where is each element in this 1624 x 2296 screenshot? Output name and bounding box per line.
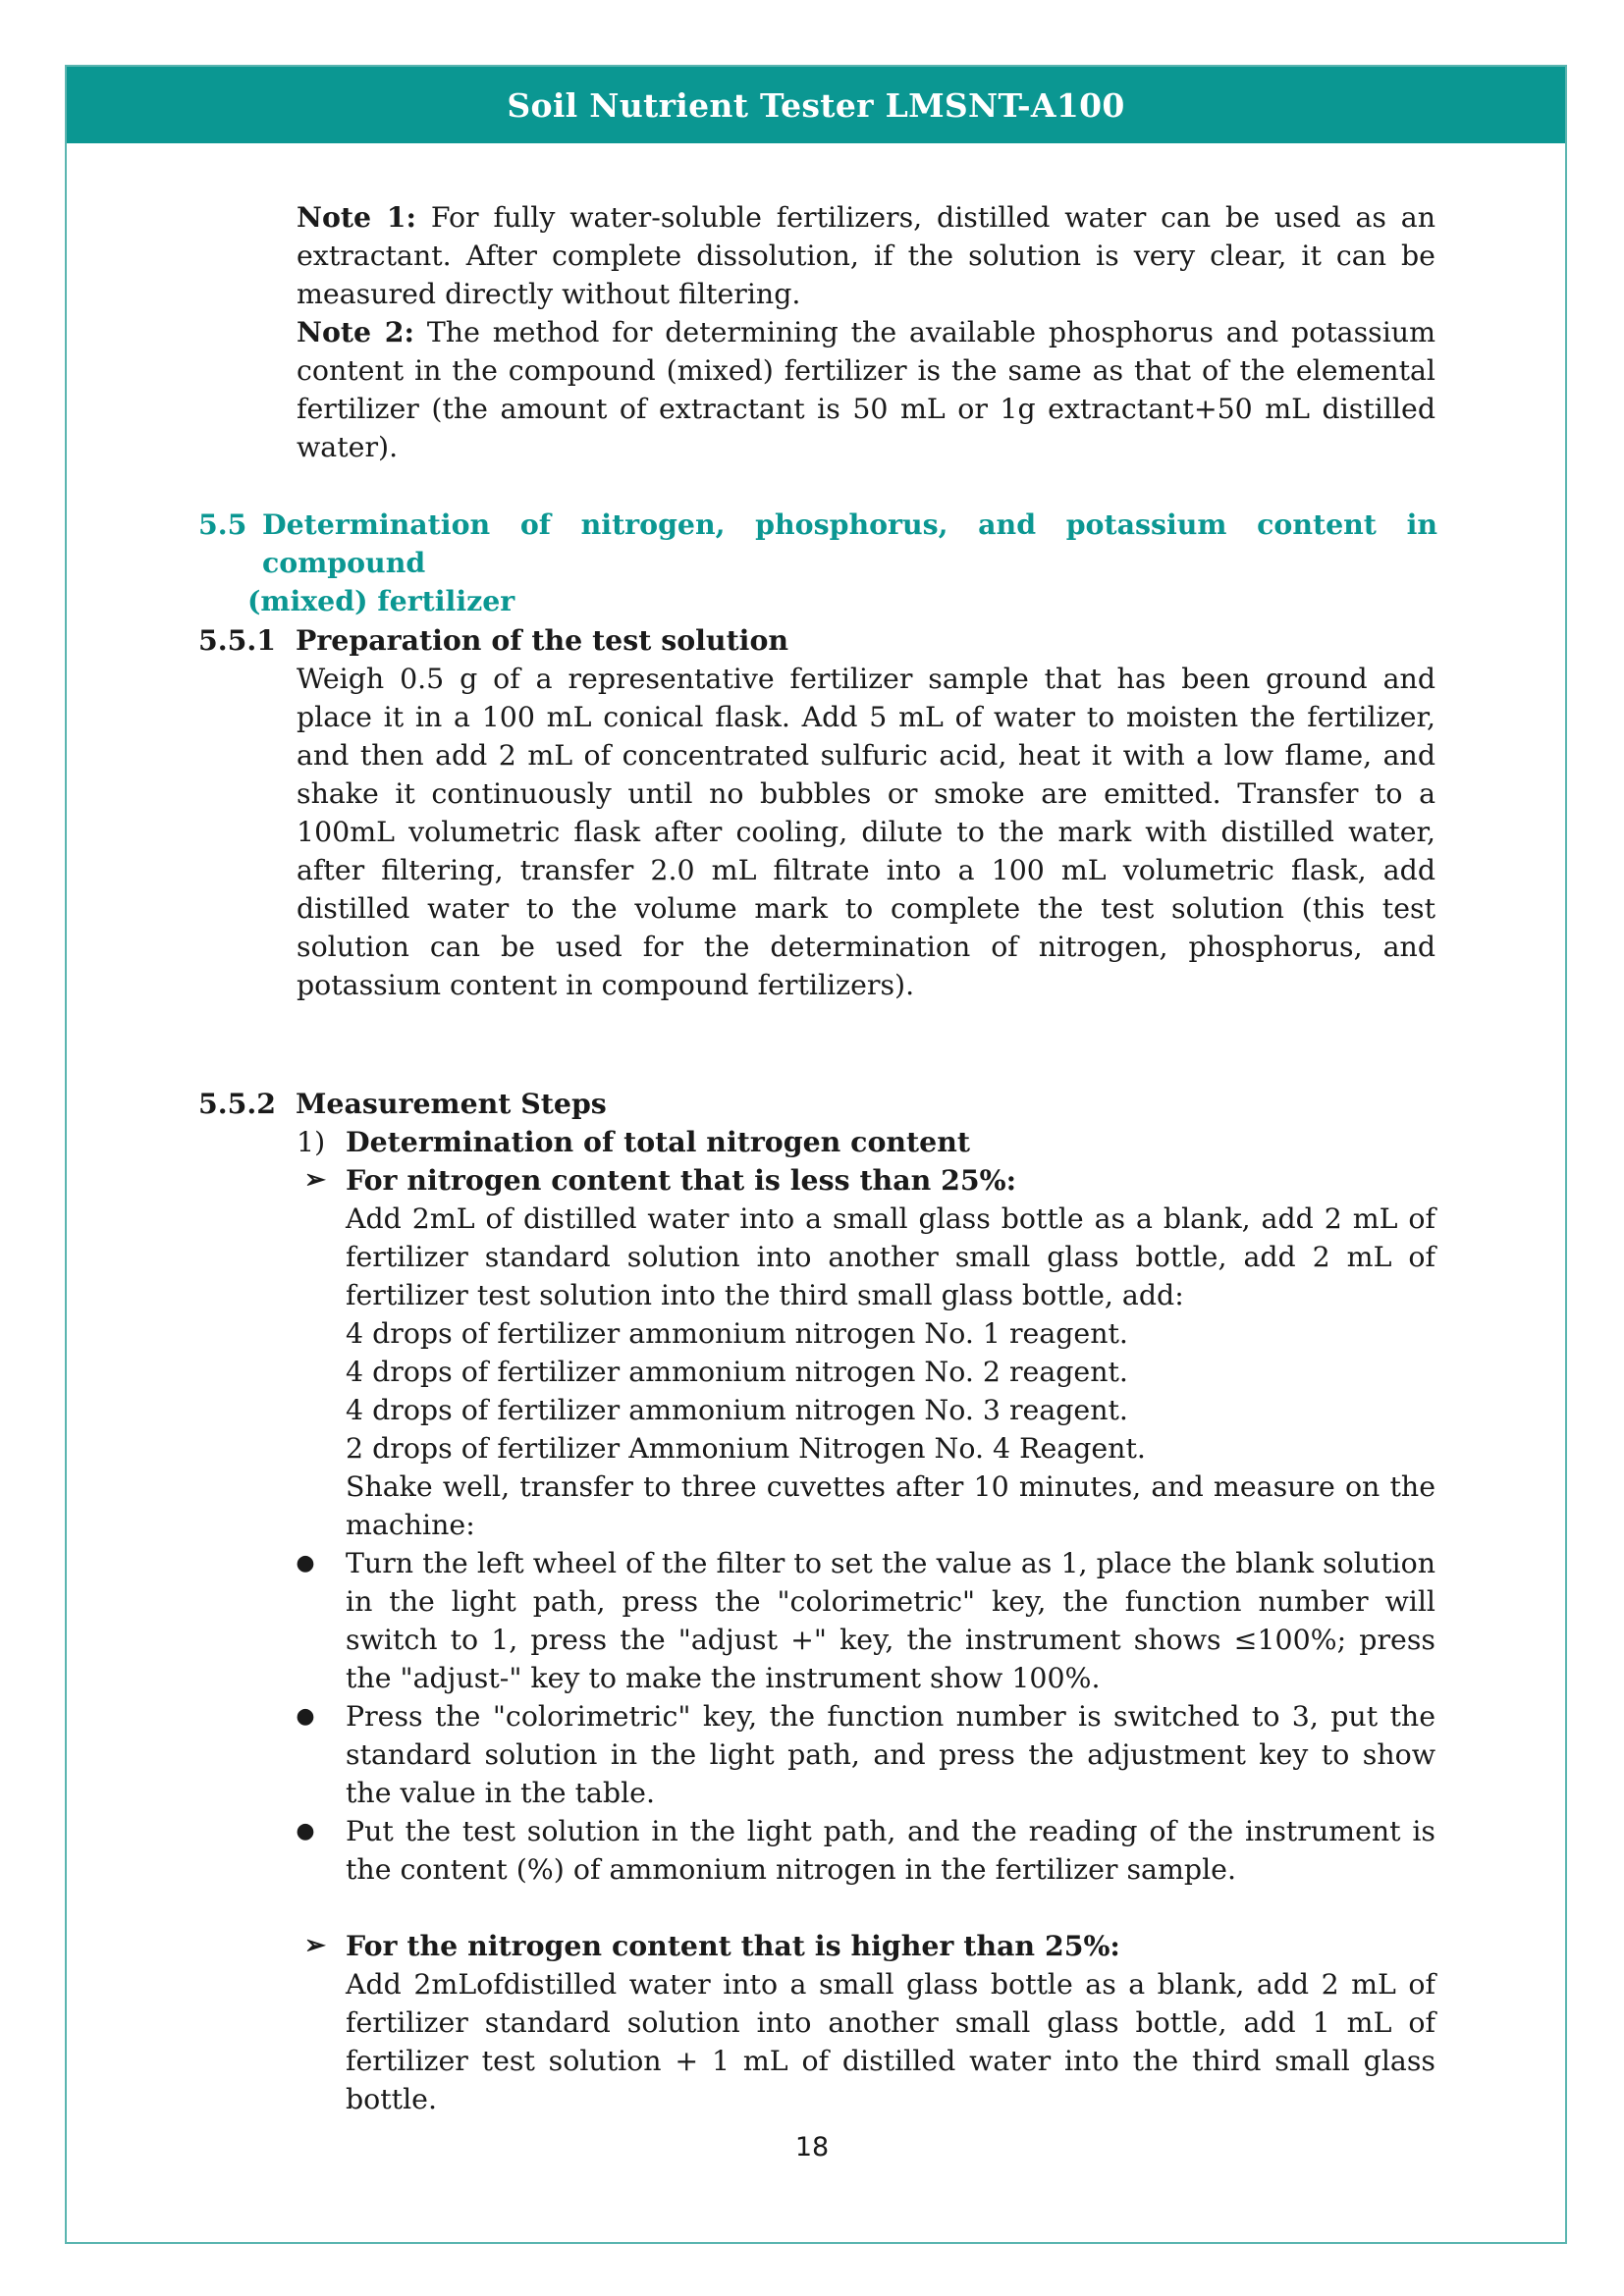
- section-5-5-title-line2: (mixed) fertilizer: [247, 584, 515, 617]
- note-2-text: The method for determining the available phosphorus and potassium content in the compound (mixed) fertilizer is the same as that of the elemental fertilizer (the amount of extractant is 50 mL or 1g extractant+50 mL distilled water).: [297, 316, 1436, 463]
- bullet-icon: ●: [296, 1819, 315, 1843]
- section-5-5-2-title: Measurement Steps: [296, 1087, 607, 1120]
- header-bar: [67, 67, 1565, 143]
- section-5-5-2-number: 5.5.2: [198, 1087, 277, 1120]
- step-1-heading: [297, 1123, 970, 1161]
- section-5-5-number: 5.5: [198, 507, 247, 541]
- section-5-5-1-number: 5.5.1: [198, 623, 277, 657]
- section-5-5-1-heading: [198, 621, 788, 660]
- reagent-list: [346, 1314, 1435, 1468]
- bullet-item-2: Press the "colorimetric" key, the function number is switched to 3, put the standard solution in the light path, and press the adjustment key to show the value in the table.: [346, 1700, 1435, 1809]
- bullet-item-1: Turn the left wheel of the filter to set the value as 1, place the blank solution in the light path, press the "colorimetric" key, the function number will switch to 1, press the "adjust +" key, the instrument shows ≤100%; press the "adjust-" key to make the instrument show 100%.: [346, 1547, 1435, 1694]
- note-2: [297, 313, 1435, 466]
- note-1-label: Note 1:: [297, 200, 416, 234]
- shake-instruction: Shake well, transfer to three cuvettes after 10 minutes, and measure on the machine:: [346, 1470, 1435, 1541]
- section-5-5-1-title: Preparation of the test solution: [296, 623, 789, 657]
- section-5-5-2-heading: [198, 1085, 607, 1123]
- reagent-item: 4 drops of fertilizer ammonium nitrogen No. 1 reagent.: [346, 1317, 1128, 1350]
- section-5-5-title-line1: Determination of nitrogen, phosphorus, and potassium content in compound: [262, 507, 1437, 579]
- note-1: [297, 198, 1435, 313]
- bullet-icon: ●: [296, 1551, 315, 1575]
- sub-b-title: For the nitrogen content that is higher than 25%:: [346, 1929, 1120, 1962]
- bullet-icon: ●: [296, 1704, 315, 1729]
- section-5-5-heading: [198, 506, 1437, 620]
- section-5-5-1-body: Weigh 0.5 g of a representative fertilizer sample that has been ground and place it in a 100 mL conical flask. Add 5 mL of water to moisten the fertilizer, and then add 2 mL of concentrated sulfuric acid, heat it with a low flame, and shake it continuously until no bubbles or smoke are emitted. Transfer to a 100mL volumetric flask after cooling, dilute to the mark with distilled water, after filtering, transfer 2.0 mL filtrate into a 100 mL volumetric flask, add distilled water to the volume mark to complete the test solution (this test solution can be used for the determination of nitrogen, phosphorus, and potassium content in compound fertilizers).: [297, 663, 1435, 1001]
- document-title: Soil Nutrient Tester LMSNT-A100: [507, 85, 1125, 125]
- bullet-item-3: Put the test solution in the light path, and the reading of the instrument is the content (%) of ammonium nitrogen in the fertilizer sample.: [346, 1815, 1435, 1886]
- reagent-item: 2 drops of fertilizer Ammonium Nitrogen No. 4 Reagent.: [346, 1432, 1146, 1465]
- arrow-bullet-icon: ➢: [304, 1931, 326, 1960]
- sub-a-intro: Add 2mL of distilled water into a small glass bottle as a blank, add 2 mL of fertilizer standard solution into another small glass bottle, add 2 mL of fertilizer test solution into the third small glass bottle, add:: [346, 1202, 1435, 1311]
- sub-b-intro: Add 2mLofdistilled water into a small glass bottle as a blank, add 2 mL of fertilizer standard solution into another small glass bottle, add 1 mL of fertilizer test solution + 1 mL of distilled water into the third small glass bottle.: [346, 1968, 1435, 2115]
- reagent-item: 4 drops of fertilizer ammonium nitrogen No. 2 reagent.: [346, 1356, 1128, 1388]
- step-1-title: Determination of total nitrogen content: [346, 1125, 970, 1158]
- reagent-item: 4 drops of fertilizer ammonium nitrogen No. 3 reagent.: [346, 1394, 1128, 1426]
- sub-a-title: For nitrogen content that is less than 25%:: [346, 1163, 1017, 1197]
- arrow-bullet-icon: ➢: [304, 1165, 326, 1195]
- note-1-text: For fully water-soluble fertilizers, distilled water can be used as an extractant. After complete dissolution, if the solution is very clear, it can be measured directly without filtering.: [297, 201, 1435, 310]
- note-2-label: Note 2:: [297, 315, 414, 348]
- step-1-number: 1): [297, 1126, 326, 1158]
- page-number: 18: [794, 2132, 830, 2163]
